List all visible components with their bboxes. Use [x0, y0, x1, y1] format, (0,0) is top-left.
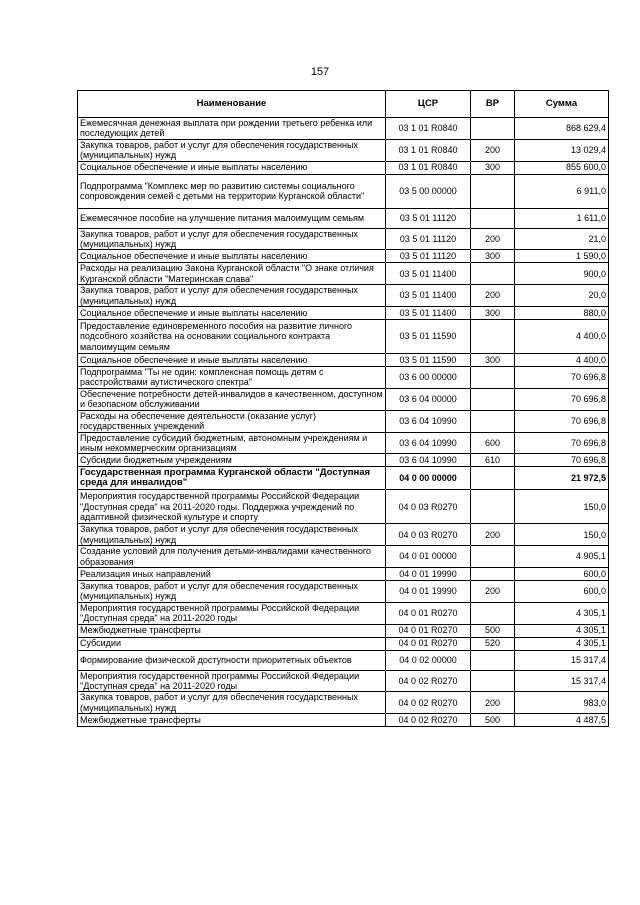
header-vr: ВР	[471, 91, 515, 118]
row-name: Закупка товаров, работ и услуг для обеспечения государственных (муниципальных) нужд	[78, 692, 386, 714]
table-row	[78, 432, 609, 454]
row-vr: 300	[471, 307, 515, 320]
row-csr: 03 6 04 00000	[386, 388, 471, 410]
row-sum: 600,0	[515, 567, 609, 580]
row-csr: 04 0 02 R0270	[386, 670, 471, 692]
row-sum: 900,0	[515, 263, 609, 285]
row-sum: 70 696,8	[515, 388, 609, 410]
row-name: Закупка товаров, работ и услуг для обеспечения государственных (муниципальных) нужд	[78, 580, 386, 602]
row-name: Ежемесячное пособие на улучшение питания малоимущим семьям	[78, 208, 386, 228]
row-name: Расходы на обеспечение деятельности (оказание услуг) государственных учреждений	[78, 410, 386, 432]
table-row	[78, 670, 609, 692]
row-csr: 03 1 01 R0840	[386, 139, 471, 161]
table-row	[78, 320, 609, 354]
row-csr: 03 5 01 11120	[386, 228, 471, 250]
row-csr: 04 0 01 R0270	[386, 602, 471, 624]
row-sum: 1 611,0	[515, 208, 609, 228]
row-sum: 150,0	[515, 490, 609, 524]
row-sum: 13 029,4	[515, 139, 609, 161]
row-vr: 600	[471, 432, 515, 454]
row-vr: 300	[471, 250, 515, 263]
table-row	[78, 714, 609, 727]
row-vr	[471, 388, 515, 410]
row-name: Мероприятия государственной программы Российской Федерации "Доступная среда" на 2011-2020 годы	[78, 670, 386, 692]
row-csr: 04 0 00 00000	[386, 467, 471, 490]
row-sum: 20,0	[515, 285, 609, 307]
row-sum: 4 400,0	[515, 354, 609, 367]
row-vr: 520	[471, 637, 515, 650]
row-sum: 70 696,8	[515, 410, 609, 432]
row-csr: 04 0 01 19990	[386, 567, 471, 580]
row-csr: 03 5 01 11590	[386, 320, 471, 354]
row-sum: 21,0	[515, 228, 609, 250]
row-sum: 21 972,5	[515, 467, 609, 490]
row-vr	[471, 490, 515, 524]
row-sum: 70 696,8	[515, 432, 609, 454]
table-row	[78, 546, 609, 568]
row-vr	[471, 118, 515, 140]
row-vr: 200	[471, 580, 515, 602]
row-name: Предоставление субсидий бюджетным, автономным учреждениям и иным некоммерческим организациям	[78, 432, 386, 454]
table-row	[78, 307, 609, 320]
row-vr	[471, 602, 515, 624]
table-row	[78, 367, 609, 389]
row-name: Мероприятия государственной программы Российской Федерации "Доступная среда" на 2011-2020 годы	[78, 602, 386, 624]
table-row	[78, 567, 609, 580]
row-vr: 200	[471, 139, 515, 161]
table-row	[78, 263, 609, 285]
row-sum: 4 305,1	[515, 624, 609, 637]
row-csr: 03 1 01 R0840	[386, 118, 471, 140]
row-csr: 03 5 01 11400	[386, 263, 471, 285]
row-name: Реализация иных направлений	[78, 567, 386, 580]
table-row	[78, 602, 609, 624]
table-row	[78, 161, 609, 174]
table-row	[78, 388, 609, 410]
row-vr	[471, 546, 515, 568]
row-csr: 03 6 04 10990	[386, 454, 471, 467]
row-csr: 03 5 01 11120	[386, 208, 471, 228]
row-vr	[471, 263, 515, 285]
row-name: Межбюджетные трансферты	[78, 714, 386, 727]
row-name: Расходы на реализацию Закона Курганской области "О знаке отличия Курганской области "Материнская слава"	[78, 263, 386, 285]
row-csr: 04 0 03 R0270	[386, 524, 471, 546]
row-vr	[471, 367, 515, 389]
row-vr: 300	[471, 354, 515, 367]
row-sum: 983,0	[515, 692, 609, 714]
row-name: Предоставление единовременного пособия на развитие личного подсобного хозяйства на основании социального контракта малоимущим семьям	[78, 320, 386, 354]
row-csr: 04 0 01 R0270	[386, 624, 471, 637]
budget-table	[77, 90, 609, 727]
row-name: Закупка товаров, работ и услуг для обеспечения государственных (муниципальных) нужд	[78, 139, 386, 161]
row-name: Социальное обеспечение и иные выплаты населению	[78, 307, 386, 320]
row-name: Субсидии	[78, 637, 386, 650]
row-sum: 15 317,4	[515, 670, 609, 692]
row-sum: 4 305,1	[515, 637, 609, 650]
table-row	[78, 637, 609, 650]
row-name: Подпрограмма "Ты не один: комплексная помощь детям с расстройствами аутистического спектра"	[78, 367, 386, 389]
row-vr	[471, 208, 515, 228]
row-vr	[471, 567, 515, 580]
row-name: Закупка товаров, работ и услуг для обеспечения государственных (муниципальных) нужд	[78, 228, 386, 250]
row-name: Межбюджетные трансферты	[78, 624, 386, 637]
row-name: Подпрограмма "Комплекс мер по развитию системы социального сопровождения семей с детьми на территории Курганской области"	[78, 174, 386, 208]
row-sum: 15 317,4	[515, 650, 609, 670]
row-csr: 03 6 00 00000	[386, 367, 471, 389]
table-row	[78, 118, 609, 140]
row-csr: 04 0 03 R0270	[386, 490, 471, 524]
row-csr: 03 1 01 R0840	[386, 161, 471, 174]
row-name: Социальное обеспечение и иные выплаты населению	[78, 250, 386, 263]
row-sum: 4 305,1	[515, 602, 609, 624]
row-vr	[471, 670, 515, 692]
row-vr	[471, 410, 515, 432]
table-row	[78, 624, 609, 637]
row-sum: 6 911,0	[515, 174, 609, 208]
row-name: Социальное обеспечение и иные выплаты населению	[78, 161, 386, 174]
table-row	[78, 467, 609, 490]
table-row	[78, 454, 609, 467]
row-vr: 500	[471, 714, 515, 727]
row-vr: 300	[471, 161, 515, 174]
row-sum: 855 600,0	[515, 161, 609, 174]
row-csr: 04 0 02 R0270	[386, 692, 471, 714]
row-name: Социальное обеспечение и иные выплаты населению	[78, 354, 386, 367]
row-name: Обеспечение потребности детей-инвалидов в качественном, доступном и безопасном обслуживании	[78, 388, 386, 410]
table-row	[78, 580, 609, 602]
table-body	[78, 118, 609, 727]
row-sum: 70 696,8	[515, 454, 609, 467]
table-row	[78, 174, 609, 208]
table-row	[78, 250, 609, 263]
table-row	[78, 354, 609, 367]
row-vr: 610	[471, 454, 515, 467]
row-name: Закупка товаров, работ и услуг для обеспечения государственных (муниципальных) нужд	[78, 524, 386, 546]
header-name: Наименование	[78, 91, 386, 118]
row-csr: 04 0 01 00000	[386, 546, 471, 568]
row-sum: 880,0	[515, 307, 609, 320]
row-name: Закупка товаров, работ и услуг для обеспечения государственных (муниципальных) нужд	[78, 285, 386, 307]
row-sum: 1 590,0	[515, 250, 609, 263]
table-row	[78, 285, 609, 307]
table-row	[78, 139, 609, 161]
row-csr: 03 5 01 11400	[386, 307, 471, 320]
row-sum: 868 629,4	[515, 118, 609, 140]
table-header-row	[78, 91, 609, 118]
table-row	[78, 410, 609, 432]
row-name: Мероприятия государственной программы Российской Федерации "Доступная среда" на 2011-2020 годы. Поддержка учреждений по адаптивной физической культуре и спорту	[78, 490, 386, 524]
row-vr: 200	[471, 692, 515, 714]
row-csr: 03 5 01 11400	[386, 285, 471, 307]
row-vr: 200	[471, 285, 515, 307]
row-csr: 03 6 04 10990	[386, 432, 471, 454]
row-csr: 03 5 01 11120	[386, 250, 471, 263]
row-sum: 150,0	[515, 524, 609, 546]
row-sum: 4 487,5	[515, 714, 609, 727]
row-sum: 4 905,1	[515, 546, 609, 568]
row-csr: 04 0 02 R0270	[386, 714, 471, 727]
row-vr	[471, 650, 515, 670]
row-vr: 500	[471, 624, 515, 637]
row-name: Создание условий для получения детьми-инвалидами качественного образования	[78, 546, 386, 568]
row-csr: 03 6 04 10990	[386, 410, 471, 432]
table-row	[78, 228, 609, 250]
header-sum: Сумма	[515, 91, 609, 118]
page-number: 157	[310, 66, 330, 78]
row-csr: 04 0 01 R0270	[386, 637, 471, 650]
table-row	[78, 524, 609, 546]
row-sum: 70 696,8	[515, 367, 609, 389]
row-vr: 200	[471, 524, 515, 546]
row-name: Субсидии бюджетным учреждениям	[78, 454, 386, 467]
table-row	[78, 490, 609, 524]
row-vr	[471, 467, 515, 490]
row-name: Ежемесячная денежная выплата при рождении третьего ребенка или последующих детей	[78, 118, 386, 140]
row-csr: 04 0 02 00000	[386, 650, 471, 670]
row-vr	[471, 174, 515, 208]
table-row	[78, 650, 609, 670]
row-csr: 04 0 01 19990	[386, 580, 471, 602]
row-csr: 03 5 01 11590	[386, 354, 471, 367]
row-sum: 4 400,0	[515, 320, 609, 354]
header-csr: ЦСР	[386, 91, 471, 118]
table-row	[78, 692, 609, 714]
row-vr: 200	[471, 228, 515, 250]
row-name: Формирование физической доступности приоритетных объектов	[78, 650, 386, 670]
row-sum: 600,0	[515, 580, 609, 602]
row-name: Государственная программа Курганской области "Доступная среда для инвалидов"	[78, 467, 386, 490]
row-vr	[471, 320, 515, 354]
row-csr: 03 5 00 00000	[386, 174, 471, 208]
table-row	[78, 208, 609, 228]
